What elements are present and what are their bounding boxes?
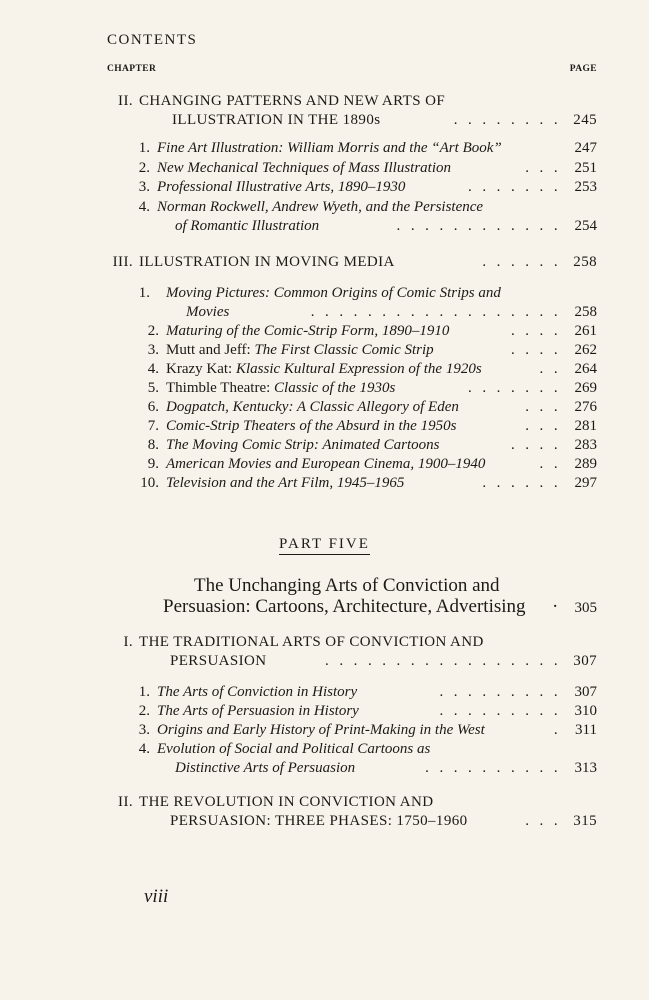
toc-entry <box>0 109 649 131</box>
toc-entry-title: PERSUASION <box>170 653 267 669</box>
toc-entry-page: 251 <box>574 160 597 176</box>
toc-entry <box>0 215 649 237</box>
toc-entry-number: 10. <box>140 475 159 491</box>
toc-entry-page: 315 <box>573 813 597 829</box>
toc-entry-title-italic: Classic of the 1930s <box>274 380 396 396</box>
dot-leader: . . . . . . . <box>468 380 561 396</box>
toc-entry <box>0 472 649 494</box>
toc-entry-page: 307 <box>574 684 597 700</box>
toc-entry-number: 8. <box>147 437 159 453</box>
dot-leader: . . . <box>525 399 561 415</box>
toc-entry-number: 2. <box>147 323 159 339</box>
dot-leader: . . <box>539 361 561 377</box>
toc-entry-title: Distinctive Arts of Persuasion <box>175 760 356 776</box>
dot-leader: . . . . <box>510 323 561 339</box>
part-heading <box>0 536 649 553</box>
toc-entry-number: I. <box>123 634 133 650</box>
toc-entry-title: Norman Rockwell, Andrew Wyeth, and the Persistence <box>157 199 484 215</box>
dot-leader: . . . <box>525 813 561 829</box>
toc-entry-page: 247 <box>574 140 597 156</box>
toc-entry-title: Comic-Strip Theaters of the Absurd in the 1950s <box>166 418 457 434</box>
toc-entry-page: 253 <box>574 179 597 195</box>
toc-entry-title: of Romantic Illustration <box>175 218 320 234</box>
toc-entry-title: PERSUASION: THREE PHASES: 1750–1960 <box>170 813 468 829</box>
dot-leader: . . . . . . <box>482 254 561 270</box>
toc-entry-page: 269 <box>574 380 597 396</box>
toc-entry-title: Origins and Early History of Print-Making in the West <box>157 722 485 738</box>
toc-entry-number: 1. <box>138 140 150 156</box>
toc-entry-number: 5. <box>147 380 159 396</box>
dot-leader: . . . . . . . . . . . . . . . . . <box>325 653 561 669</box>
dot-leader: . . . <box>525 418 561 434</box>
dot-leader: . . . . . . . . . . . . <box>396 218 561 234</box>
toc-entry-number: 1. <box>138 285 150 301</box>
part-title-dot: · <box>552 596 559 617</box>
dot-leader: . . <box>539 456 561 472</box>
toc-entry-number: 7. <box>147 418 159 434</box>
toc-entry-title: Moving Pictures: Common Origins of Comic Strips and <box>166 285 501 301</box>
dot-leader: . . . . . . . <box>468 179 561 195</box>
toc-entry-title: Dogpatch, Kentucky: A Classic Allegory of Eden <box>166 399 459 415</box>
toc-entry-title: ILLUSTRATION IN MOVING MEDIA <box>139 254 395 270</box>
toc-entry-number: 2. <box>138 703 150 719</box>
part-title-line-2: Persuasion: Cartoons, Architecture, Advertising <box>163 596 526 617</box>
dot-leader: . <box>553 722 561 738</box>
toc-entry-title: American Movies and European Cinema, 1900–1940 <box>166 456 486 472</box>
part-title-page-line <box>0 597 649 619</box>
dot-leader: . . . . . . . . . <box>439 703 561 719</box>
part-label: PART FIVE <box>279 536 370 555</box>
toc-entry-number: 3. <box>138 722 150 738</box>
toc-entry-title-roman: Mutt and Jeff: <box>166 342 255 358</box>
toc-entry-page: 261 <box>574 323 597 339</box>
dot-leader: . . . . . . <box>482 475 561 491</box>
toc-entry-number: 3. <box>147 342 159 358</box>
toc-entry-page: 245 <box>573 112 597 128</box>
toc-entry-title: Fine Art Illustration: William Morris and the “Art Book” <box>157 140 502 156</box>
toc-entry-title: ILLUSTRATION IN THE 1890s <box>172 112 381 128</box>
toc-entry-number: 4. <box>138 199 150 215</box>
toc-entry-number: II. <box>118 794 133 810</box>
toc-entry-number: 2. <box>138 160 150 176</box>
part-title-line-1: The Unchanging Arts of Conviction and <box>194 575 500 596</box>
toc-entry-title: The Moving Comic Strip: Animated Cartoons <box>166 437 440 453</box>
toc-entry-title: Movies <box>186 304 230 320</box>
dot-leader: . . . . . . . . . . <box>425 760 561 776</box>
toc-entry <box>0 757 649 779</box>
toc-entry-page: 310 <box>574 703 597 719</box>
chapter-column-label: CHAPTER <box>107 64 157 74</box>
dot-leader: . . . <box>525 160 561 176</box>
toc-entry-page: 254 <box>574 218 597 234</box>
toc-entry <box>0 176 649 198</box>
toc-entry-title: THE TRADITIONAL ARTS OF CONVICTION AND <box>139 634 484 650</box>
part-title-page: 305 <box>574 600 597 616</box>
toc-entry-page: 297 <box>574 475 597 491</box>
toc-entry-title: The Arts of Persuasion in History <box>157 703 359 719</box>
toc-entry-title: Television and the Art Film, 1945–1965 <box>166 475 405 491</box>
toc-entry-title: CHANGING PATTERNS AND NEW ARTS OF <box>139 93 446 109</box>
toc-entry <box>0 137 649 159</box>
toc-entry-page: 313 <box>574 760 597 776</box>
toc-entry-number: 1. <box>138 684 150 700</box>
toc-entry-title-italic: The First Classic Comic Strip <box>254 342 434 358</box>
toc-entry-page: 289 <box>574 456 597 472</box>
page-folio: viii <box>144 886 169 907</box>
toc-entry-page: 311 <box>575 722 597 738</box>
toc-entry-page: 276 <box>574 399 597 415</box>
toc-entry-title: THE REVOLUTION IN CONVICTION AND <box>139 794 434 810</box>
toc-entry-number: III. <box>112 254 133 270</box>
dot-leader: . . . . <box>510 437 561 453</box>
dot-leader: . . . . . . . . . <box>439 684 561 700</box>
toc-entry <box>0 650 649 672</box>
toc-entry-page: 307 <box>573 653 597 669</box>
dot-leader: . . . . . . . . <box>453 112 561 128</box>
dot-leader: . . . . . . . . . . . . . . . . . . <box>310 304 561 320</box>
toc-entry-title-roman: Thimble Theatre: <box>166 380 275 396</box>
toc-entry-page: 262 <box>574 342 597 358</box>
toc-entry-number: II. <box>118 93 133 109</box>
toc-entry-page: 258 <box>573 254 597 270</box>
toc-entry-title: New Mechanical Techniques of Mass Illustration <box>157 160 452 176</box>
toc-entry-title: Maturing of the Comic-Strip Form, 1890–1910 <box>166 323 450 339</box>
toc-entry-title: Evolution of Social and Political Cartoons as <box>157 741 431 757</box>
toc-entry-page: 258 <box>574 304 597 320</box>
toc-entry-number: 9. <box>147 456 159 472</box>
page-column-label: PAGE <box>569 64 597 74</box>
toc-entry-number: 6. <box>147 399 159 415</box>
toc-entry-title-italic: Klassic Kultural Expression of the 1920s <box>235 361 482 377</box>
toc-entry <box>0 251 649 273</box>
toc-entry-number: 3. <box>138 179 150 195</box>
toc-entry-title: Professional Illustrative Arts, 1890–1930 <box>157 179 406 195</box>
toc-entry-page: 283 <box>574 437 597 453</box>
toc-entry-number: 4. <box>138 741 150 757</box>
toc-entry-number: 4. <box>147 361 159 377</box>
dot-leader: . . . . <box>510 342 561 358</box>
toc-entry-page: 264 <box>574 361 597 377</box>
toc-entry-page: 281 <box>574 418 597 434</box>
toc-entry-title-roman: Krazy Kat: <box>166 361 236 377</box>
toc-entry <box>0 810 649 832</box>
toc-entry-title: The Arts of Conviction in History <box>157 684 358 700</box>
contents-heading: CONTENTS <box>107 32 198 48</box>
